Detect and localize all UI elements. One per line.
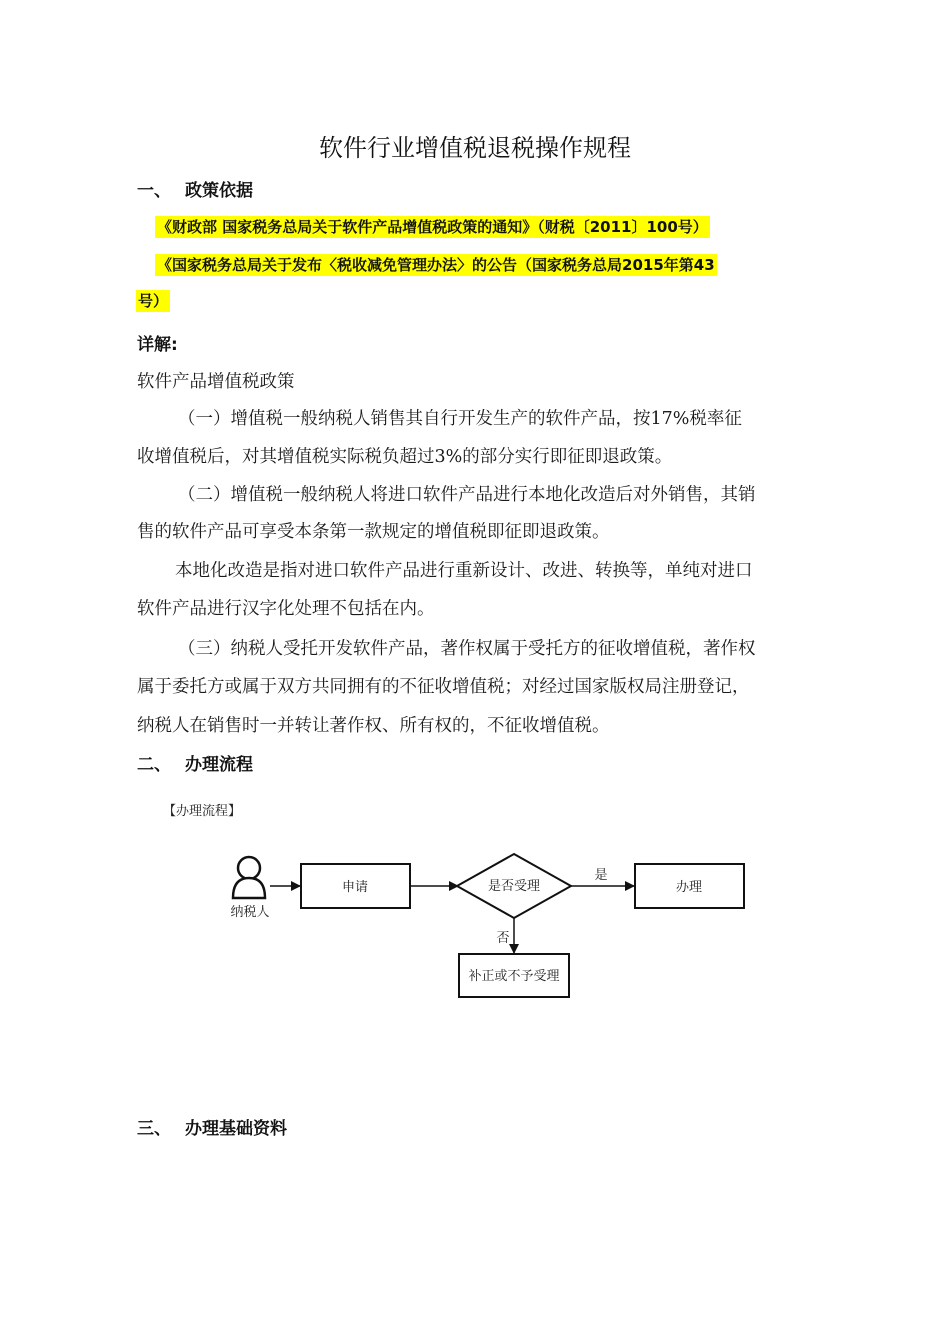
paragraph-line: 软件产品进行汉字化处理不包括在内。 bbox=[137, 599, 435, 619]
detail-heading: 详解: bbox=[137, 335, 178, 355]
section-number: 二、 bbox=[137, 755, 171, 775]
section-label: 办理流程 bbox=[185, 755, 253, 775]
flow-caption: 【办理流程】 bbox=[163, 804, 242, 819]
page-title: 软件行业增值税退税操作规程 bbox=[319, 134, 631, 162]
policy-reference-2: 《国家税务总局关于发布〈税收减免管理办法〉的公告（国家税务总局2015年第43 bbox=[157, 256, 715, 274]
decision-label: 是否受理 bbox=[487, 879, 541, 894]
handle-label: 办理 bbox=[675, 880, 703, 895]
paragraph-line: 本地化改造是指对进口软件产品进行重新设计、改进、转换等，单纯对进口 bbox=[175, 561, 753, 581]
paragraph-line: （二）增值税一般纳税人将进口软件产品进行本地化改造后对外销售，其销 bbox=[178, 485, 756, 505]
person-icon bbox=[233, 857, 265, 898]
person-label: 纳税人 bbox=[230, 905, 270, 920]
paragraph-line: （一）增值税一般纳税人销售其自行开发生产的软件产品，按17%税率征 bbox=[178, 409, 742, 429]
paragraph-line: 收增值税后，对其增值税实际税负超过3%的部分实行即征即退政策。 bbox=[137, 447, 673, 467]
policy-reference-2-cont: 号） bbox=[138, 292, 169, 310]
yes-label: 是 bbox=[594, 868, 608, 883]
policy-subtitle: 软件产品增值税政策 bbox=[137, 372, 295, 392]
paragraph-line: （三）纳税人受托开发软件产品，著作权属于受托方的征收增值税，著作权 bbox=[178, 639, 756, 659]
paragraph-line: 属于委托方或属于双方共同拥有的不征收增值税；对经过国家版权局注册登记， bbox=[137, 677, 750, 697]
paragraph-line: 纳税人在销售时一并转让著作权、所有权的，不征收增值税。 bbox=[137, 716, 610, 736]
section-label: 政策依据 bbox=[185, 181, 253, 201]
section-heading-materials bbox=[137, 1114, 287, 1139]
apply-label: 申请 bbox=[341, 880, 369, 895]
section-number: 三、 bbox=[137, 1119, 171, 1139]
paragraph-line: 售的软件产品可享受本条第一款规定的增值税即征即退政策。 bbox=[137, 522, 610, 542]
policy-reference-1: 《财政部 国家税务总局关于软件产品增值税政策的通知》（财税〔2011〕100号） bbox=[157, 218, 708, 236]
no-label: 否 bbox=[496, 931, 510, 946]
section-number: 一、 bbox=[137, 181, 171, 201]
reject-label: 补正或不予受理 bbox=[468, 969, 560, 984]
section-label: 办理基础资料 bbox=[185, 1119, 287, 1139]
